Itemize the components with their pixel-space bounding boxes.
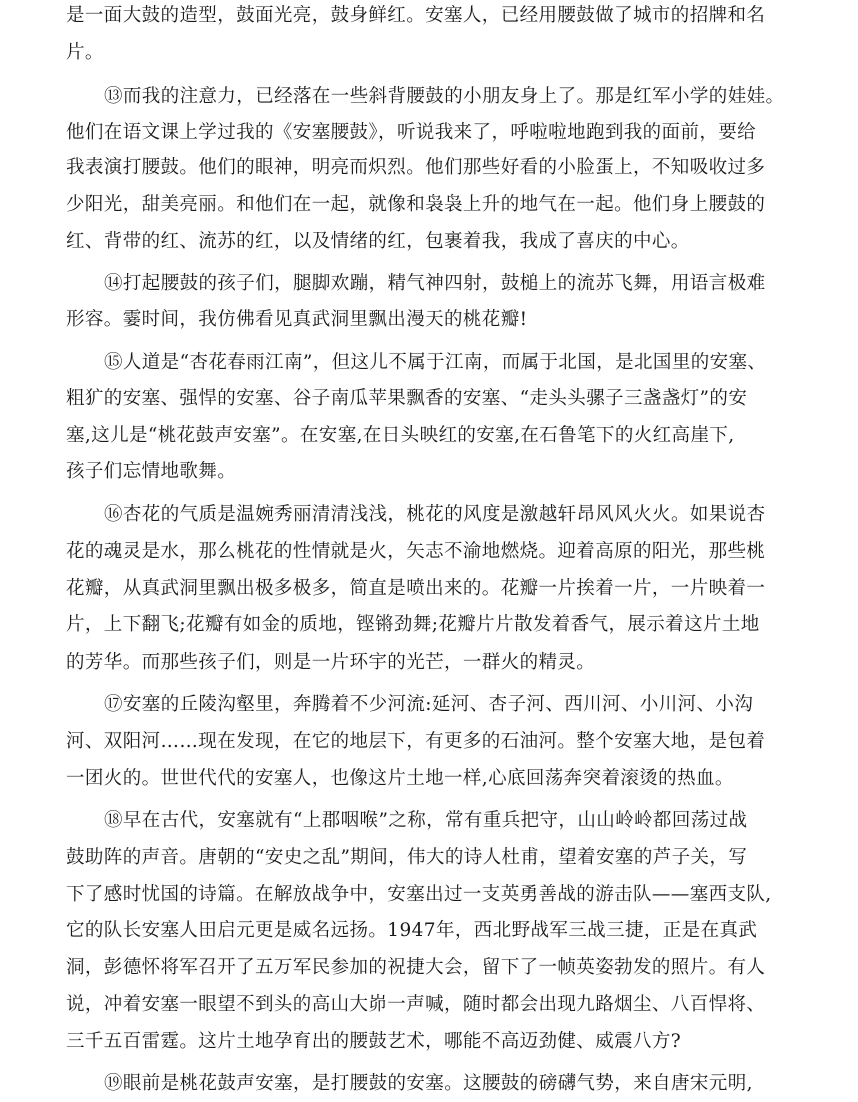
- text-line: 鼓助阵的声音。唐朝的“安史之乱”期间，伟大的诗人杜甫，望着安塞的芦子关，写: [66, 847, 748, 868]
- text-line: 少阳光，甜美亮丽。和他们在一起，就像和袅袅上升的地气在一起。他们身上腰鼓的: [66, 194, 766, 215]
- text-line: 他们在语文课上学过我的《安塞腰鼓》，听说我来了，呼啦啦地跑到我的面前，要给: [66, 122, 757, 143]
- text-line: 片。: [66, 42, 104, 63]
- text-line: 说，冲着安塞一眼望不到头的高山大峁一声喊，随时都会出现九路烟尘、八百悍将、: [66, 994, 766, 1015]
- text-line: ⑬而我的注意力，已经落在一些斜背腰鼓的小朋友身上了。那是红军小学的娃娃。: [104, 86, 785, 107]
- text-line: 是一面大鼓的造型，鼓面光亮，鼓身鲜红。安塞人，已经用腰鼓做了城市的招牌和名: [66, 5, 766, 26]
- text-line: 花的魂灵是水，那么桃花的性情就是火，矢志不渝地燃烧。迎着高原的阳光，那些桃: [66, 541, 766, 562]
- text-line: 片，上下翻飞;花瓣有如金的质地，铿锵劲舞;花瓣片片散发着香气，展示着这片土地: [66, 614, 760, 635]
- text-line: 我表演打腰鼓。他们的眼神，明亮而炽烈。他们那些好看的小脸蛋上，不知吸收过多: [66, 157, 766, 178]
- text-line: 塞,这儿是“桃花鼓声安塞”。在安塞,在日头映红的安塞,在石鲁笔下的火红高崖下,: [66, 425, 735, 446]
- text-line: ⑲眼前是桃花鼓声安塞，是打腰鼓的安塞。这腰鼓的磅礴气势，来自唐宋元明,: [104, 1073, 753, 1094]
- text-line: ⑱早在古代，安塞就有“上郡咽喉”之称，常有重兵把守，山山岭岭都回荡过战: [104, 810, 748, 831]
- text-line: 它的队长安塞人田启元更是威名远扬。1947年，西北野战军三战三捷，正是在真武: [66, 920, 758, 941]
- text-line: 三千五百雷霆。这片土地孕育出的腰鼓艺术，哪能不高迈劲健、威震八方?: [66, 1031, 682, 1052]
- text-line: 河、双阳河……现在发现，在它的地层下，有更多的石油河。整个安塞大地，是包着: [66, 731, 766, 752]
- text-line: ⑯杏花的气质是温婉秀丽清清浅浅，桃花的风度是激越轩昂风风火火。如果说杏: [104, 504, 766, 525]
- text-line: 一团火的。世世代代的安塞人，也像这片土地一样,心底回荡奔突着滚烫的热血。: [66, 768, 734, 789]
- text-line: 下了感时忧国的诗篇。在解放战争中，安塞出过一支英勇善战的游击队——塞西支队,: [66, 884, 772, 905]
- text-line: ⑮人道是“杏花春雨江南”，但这儿不属于江南，而属于北国，是北国里的安塞、: [104, 352, 767, 373]
- text-line: 花瓣，从真武洞里飘出极多极多，简直是喷出来的。花瓣一片挨着一片，一片映着一: [66, 578, 766, 599]
- text-line: ⑰安塞的丘陵沟壑里，奔腾着不少河流:延河、杏子河、西川河、小川河、小沟: [104, 694, 754, 715]
- text-line: 的芳华。而那些孩子们，则是一片环宇的光芒，一群火的精灵。: [66, 652, 596, 673]
- text-line: ⑭打起腰鼓的孩子们，腿脚欢蹦，精气神四射，鼓槌上的流苏飞舞，用语言极难: [104, 273, 766, 294]
- text-line: 红、背带的红、流苏的红，以及情绪的红，包裹着我，我成了喜庆的中心。: [66, 231, 690, 252]
- text-line: 洞，彭德怀将军召开了五万军民参加的祝捷大会，留下了一帧英姿勃发的照片。有人: [66, 957, 766, 978]
- text-line: 形容。霎时间，我仿佛看见真武洞里飘出漫天的桃花瓣!: [66, 309, 528, 330]
- text-line: 孩子们忘情地歌舞。: [66, 461, 237, 482]
- text-line: 粗犷的安塞、强悍的安塞、谷子南瓜苹果飘香的安塞、“走头头骡子三盏盏灯”的安: [66, 388, 748, 409]
